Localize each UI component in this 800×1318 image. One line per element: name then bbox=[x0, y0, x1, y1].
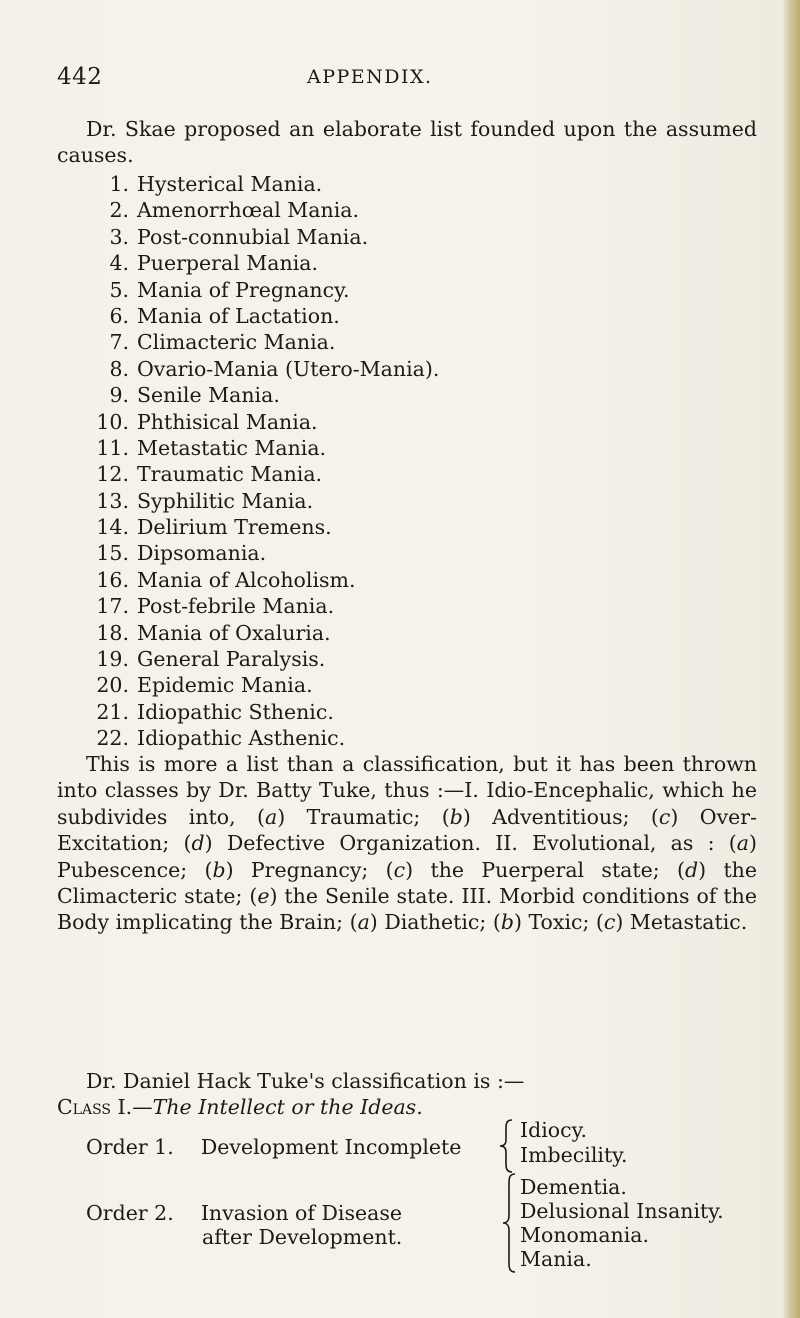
list-item-number: 3. bbox=[109, 224, 129, 249]
list-item-number: 17. bbox=[96, 594, 129, 619]
list-item-number: 14. bbox=[96, 515, 129, 540]
list-item bbox=[57, 277, 439, 303]
list-item bbox=[57, 461, 439, 487]
list-item bbox=[57, 672, 439, 698]
list-item bbox=[57, 540, 439, 566]
list-item-number: 16. bbox=[96, 567, 129, 592]
list-item-number: 4. bbox=[109, 251, 129, 276]
list-item-text: Metastatic Mania. bbox=[137, 435, 327, 460]
causes-list bbox=[57, 171, 439, 752]
list-item bbox=[57, 303, 439, 329]
list-item-text: Syphilitic Mania. bbox=[137, 488, 314, 513]
list-item-number: 21. bbox=[96, 699, 129, 724]
list-item bbox=[57, 329, 439, 355]
list-item-number: 7. bbox=[109, 330, 129, 355]
list-item-number: 11. bbox=[96, 435, 129, 460]
list-item-number: 1. bbox=[109, 172, 129, 196]
list-item bbox=[57, 593, 439, 619]
list-item-number: 12. bbox=[96, 462, 129, 487]
list-item bbox=[57, 435, 439, 461]
order-2-sub-delusional-insanity: Delusional Insanity. bbox=[520, 1199, 724, 1223]
list-item bbox=[57, 224, 439, 250]
list-item-text: Amenorrhœal Mania. bbox=[137, 198, 359, 223]
list-item-number: 2. bbox=[109, 198, 129, 223]
order-2-brace bbox=[500, 1172, 520, 1274]
list-item-text: Ovario-Mania (Utero-Mania). bbox=[137, 356, 440, 381]
list-item-text: Climacteric Mania. bbox=[137, 330, 336, 355]
order-1-sub-idiocy: Idiocy. bbox=[520, 1118, 587, 1142]
tuke-paragraph: This is more a list than a classification, but it has been thrown into classes by Dr. Batty Tuke, thus :—I. Idio-Encephalic, which he subdivides into, (a) Traumatic; (b) Adventitious; (c) Over-Excitation; (d) Defective Organization. II. Evolutional, as : (a) Pubescence; (b) Pregnancy; (c) the Puerperal state; (d) the Climacteric state; (e) the Senile state. III. Morbid conditions of the Body implicating the Brain; (a) Diathetic; (b) Toxic; (c) Metastatic. bbox=[57, 752, 758, 935]
hack-tuke-line: Dr. Daniel Hack Tuke's classification is :— bbox=[86, 1069, 525, 1093]
list-item-number: 9. bbox=[109, 383, 129, 408]
list-item-text: Post-febrile Mania. bbox=[137, 594, 335, 619]
list-item bbox=[57, 725, 439, 751]
list-item-text: Mania of Oxaluria. bbox=[137, 620, 331, 645]
list-item bbox=[57, 197, 439, 223]
list-item-number: 6. bbox=[109, 303, 129, 328]
list-item-number: 22. bbox=[96, 726, 129, 751]
list-item-text: Traumatic Mania. bbox=[137, 462, 323, 487]
list-item bbox=[57, 620, 439, 646]
list-item bbox=[57, 514, 439, 540]
list-item-text: Puerperal Mania. bbox=[137, 251, 318, 276]
order-1-brace bbox=[497, 1118, 517, 1174]
list-item bbox=[57, 646, 439, 672]
class-heading: Class I.—The Intellect or the Ideas. bbox=[57, 1095, 423, 1119]
list-item-text: Mania of Alcoholism. bbox=[137, 567, 356, 592]
list-item-number: 20. bbox=[96, 673, 129, 698]
list-item-text: Mania of Pregnancy. bbox=[137, 277, 350, 302]
list-item-number: 8. bbox=[109, 356, 129, 381]
list-item-text: General Paralysis. bbox=[137, 647, 326, 672]
list-item-number: 13. bbox=[96, 488, 129, 513]
list-item-text: Idiopathic Asthenic. bbox=[137, 726, 346, 751]
list-item-text: Delirium Tremens. bbox=[137, 515, 332, 540]
list-item-number: 10. bbox=[96, 409, 129, 434]
running-head: APPENDIX. bbox=[307, 66, 433, 88]
list-item-text: Epidemic Mania. bbox=[137, 673, 313, 698]
list-item-text: Post-connubial Mania. bbox=[137, 224, 369, 249]
list-item bbox=[57, 250, 439, 276]
list-item-number: 5. bbox=[109, 277, 129, 302]
list-item bbox=[57, 356, 439, 382]
list-item-text: Dipsomania. bbox=[137, 541, 267, 566]
order-2-sub-dementia: Dementia. bbox=[520, 1175, 627, 1199]
order-2-line-2: after Development. bbox=[202, 1225, 403, 1249]
list-item-number: 15. bbox=[96, 541, 129, 566]
page-edge-shadow bbox=[782, 0, 800, 1318]
page-header bbox=[57, 64, 617, 94]
list-item bbox=[57, 171, 439, 197]
list-item-text: Idiopathic Sthenic. bbox=[137, 699, 334, 724]
order-2-sub-mania: Mania. bbox=[520, 1247, 592, 1271]
list-item bbox=[57, 382, 439, 408]
list-item bbox=[57, 488, 439, 514]
list-item-number: 18. bbox=[96, 620, 129, 645]
list-item-text: Mania of Lactation. bbox=[137, 303, 340, 328]
list-item bbox=[57, 699, 439, 725]
list-item bbox=[57, 409, 439, 435]
intro-paragraph: Dr. Skae proposed an elaborate list founded upon the assumed causes. bbox=[57, 117, 757, 168]
list-item bbox=[57, 567, 439, 593]
order-2-sub-monomania: Monomania. bbox=[520, 1223, 650, 1247]
order-1-line: Order 1. Development Incomplete bbox=[86, 1135, 462, 1159]
list-item-text: Phthisical Mania. bbox=[137, 409, 318, 434]
list-item-number: 19. bbox=[96, 647, 129, 672]
list-item-text: Senile Mania. bbox=[137, 383, 280, 408]
list-item-text: Hysterical Mania. bbox=[137, 172, 323, 196]
page-number: 442 bbox=[57, 64, 103, 90]
order-2-line: Order 2. Invasion of Disease bbox=[86, 1201, 403, 1225]
order-1-sub-imbecility: Imbecility. bbox=[520, 1143, 628, 1167]
